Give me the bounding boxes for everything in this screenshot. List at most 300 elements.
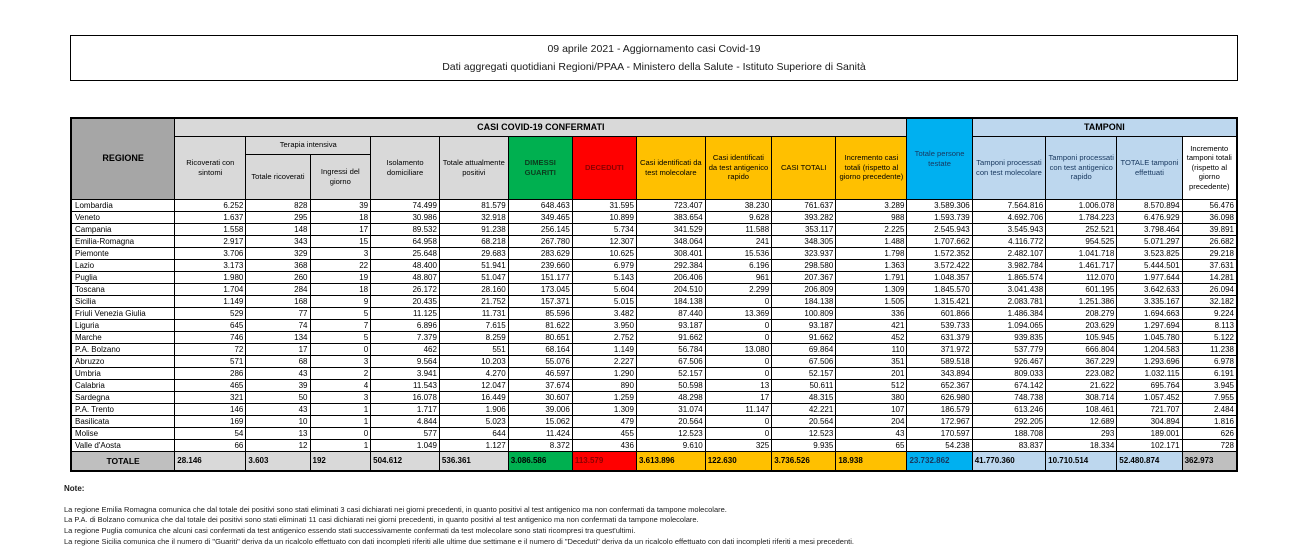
tamponi-test-antigenico-cell: 108.461 <box>1046 403 1117 415</box>
casi-totali-cell: 298.580 <box>772 259 836 271</box>
casi-totali-cell: 323.937 <box>772 247 836 259</box>
casi-test-molecolare-cell: 87.440 <box>636 307 705 319</box>
deceduti-cell: 5.604 <box>572 283 636 295</box>
table-row <box>71 295 1237 307</box>
tamponi-test-molecolare-cell: 2.083.781 <box>972 295 1045 307</box>
terapia-ingressi-del-giorno-cell: 9 <box>310 295 371 307</box>
tamponi-test-antigenico-cell: 223.082 <box>1046 367 1117 379</box>
incremento-tamponi-totali-cell: 29.218 <box>1182 247 1237 259</box>
total-totale-tamponi-effettuati-cell: 52.480.874 <box>1117 451 1182 471</box>
totale-tamponi-effettuati-cell: 3.335.167 <box>1117 295 1182 307</box>
casi-test-molecolare-cell: 93.187 <box>636 319 705 331</box>
tamponi-test-molecolare-cell: 926.467 <box>972 355 1045 367</box>
incremento-tamponi-totali-cell: 3.945 <box>1182 379 1237 391</box>
tamponi-test-antigenico-cell: 21.622 <box>1046 379 1117 391</box>
casi-test-antigenico-cell: 241 <box>705 235 771 247</box>
header-totale-ricoverati: Totale ricoverati <box>246 154 310 199</box>
casi-totali-cell: 206.809 <box>772 283 836 295</box>
casi-test-antigenico-cell: 38.230 <box>705 199 771 211</box>
terapia-ingressi-del-giorno-cell: 3 <box>310 391 371 403</box>
terapia-totale-ricoverati-cell: 329 <box>246 247 310 259</box>
totale-persone-testate-cell: 539.733 <box>907 319 972 331</box>
deceduti-cell: 10.899 <box>572 211 636 223</box>
regione-cell: Friuli Venezia Giulia <box>71 307 175 319</box>
deceduti-cell: 455 <box>572 427 636 439</box>
tamponi-test-molecolare-cell: 292.205 <box>972 415 1045 427</box>
tamponi-test-molecolare-cell: 3.982.784 <box>972 259 1045 271</box>
deceduti-cell: 890 <box>572 379 636 391</box>
totale-tamponi-effettuati-cell: 1.694.663 <box>1117 307 1182 319</box>
casi-test-antigenico-cell: 2.299 <box>705 283 771 295</box>
total-casi-test-molecolare-cell: 3.613.896 <box>636 451 705 471</box>
regione-cell: Molise <box>71 427 175 439</box>
deceduti-cell: 2.227 <box>572 355 636 367</box>
table-row <box>71 211 1237 223</box>
totale-tamponi-effettuati-cell: 1.297.694 <box>1117 319 1182 331</box>
casi-totali-cell: 93.187 <box>772 319 836 331</box>
totale-attualmente-positivi-cell: 11.731 <box>439 307 508 319</box>
incremento-tamponi-totali-cell: 6.191 <box>1182 367 1237 379</box>
incremento-casi-totali-cell: 65 <box>836 439 907 451</box>
totale-tamponi-effettuati-cell: 3.798.464 <box>1117 223 1182 235</box>
terapia-totale-ricoverati-cell: 12 <box>246 439 310 451</box>
table-row <box>71 415 1237 427</box>
tamponi-test-molecolare-cell: 83.837 <box>972 439 1045 451</box>
terapia-ingressi-del-giorno-cell: 17 <box>310 223 371 235</box>
casi-test-molecolare-cell: 204.510 <box>636 283 705 295</box>
dimessi-guariti-cell: 648.463 <box>508 199 572 211</box>
casi-test-molecolare-cell: 12.523 <box>636 427 705 439</box>
tamponi-test-antigenico-cell: 954.525 <box>1046 235 1117 247</box>
terapia-totale-ricoverati-cell: 134 <box>246 331 310 343</box>
casi-test-antigenico-cell: 961 <box>705 271 771 283</box>
ricoverati-con-sintomi-cell: 169 <box>175 415 246 427</box>
incremento-tamponi-totali-cell: 56.476 <box>1182 199 1237 211</box>
isolamento-domiciliare-cell: 1.717 <box>371 403 440 415</box>
tamponi-test-molecolare-cell: 3.545.943 <box>972 223 1045 235</box>
terapia-totale-ricoverati-cell: 43 <box>246 403 310 415</box>
incremento-tamponi-totali-cell: 9.224 <box>1182 307 1237 319</box>
totale-persone-testate-cell: 1.315.421 <box>907 295 972 307</box>
terapia-ingressi-del-giorno-cell: 5 <box>310 307 371 319</box>
casi-totali-cell: 69.864 <box>772 343 836 355</box>
isolamento-domiciliare-cell: 64.958 <box>371 235 440 247</box>
isolamento-domiciliare-cell: 30.986 <box>371 211 440 223</box>
terapia-totale-ricoverati-cell: 284 <box>246 283 310 295</box>
dimessi-guariti-cell: 81.622 <box>508 319 572 331</box>
deceduti-cell: 5.143 <box>572 271 636 283</box>
tamponi-test-antigenico-cell: 18.334 <box>1046 439 1117 451</box>
isolamento-domiciliare-cell: 1.049 <box>371 439 440 451</box>
casi-totali-cell: 91.662 <box>772 331 836 343</box>
terapia-ingressi-del-giorno-cell: 18 <box>310 211 371 223</box>
totale-tamponi-effettuati-cell: 695.764 <box>1117 379 1182 391</box>
casi-test-antigenico-cell: 0 <box>705 295 771 307</box>
casi-test-molecolare-cell: 723.407 <box>636 199 705 211</box>
totale-tamponi-effettuati-cell: 3.642.633 <box>1117 283 1182 295</box>
totale-attualmente-positivi-cell: 28.160 <box>439 283 508 295</box>
totale-persone-testate-cell: 589.518 <box>907 355 972 367</box>
casi-totali-cell: 393.282 <box>772 211 836 223</box>
isolamento-domiciliare-cell: 26.172 <box>371 283 440 295</box>
incremento-casi-totali-cell: 351 <box>836 355 907 367</box>
tamponi-test-molecolare-cell: 4.692.706 <box>972 211 1045 223</box>
casi-test-antigenico-cell: 0 <box>705 355 771 367</box>
casi-test-antigenico-cell: 11.588 <box>705 223 771 235</box>
totale-attualmente-positivi-cell: 4.270 <box>439 367 508 379</box>
tamponi-test-antigenico-cell: 1.251.386 <box>1046 295 1117 307</box>
header-deceduti: DECEDUTI <box>572 136 636 199</box>
casi-test-antigenico-cell: 13.369 <box>705 307 771 319</box>
title-line-2: Dati aggregati quotidiani Regioni/PPAA - Ministero della Salute - Istituto Superiore di Sanità <box>442 61 866 74</box>
casi-test-antigenico-cell: 11.147 <box>705 403 771 415</box>
isolamento-domiciliare-cell: 9.564 <box>371 355 440 367</box>
covid-data-table <box>70 117 1238 472</box>
casi-test-molecolare-cell: 20.564 <box>636 415 705 427</box>
terapia-ingressi-del-giorno-cell: 22 <box>310 259 371 271</box>
tamponi-test-antigenico-cell: 293 <box>1046 427 1117 439</box>
terapia-totale-ricoverati-cell: 260 <box>246 271 310 283</box>
totale-attualmente-positivi-cell: 1.906 <box>439 403 508 415</box>
incremento-tamponi-totali-cell: 11.238 <box>1182 343 1237 355</box>
totale-tamponi-effettuati-cell: 1.057.452 <box>1117 391 1182 403</box>
casi-test-antigenico-cell: 9.628 <box>705 211 771 223</box>
terapia-totale-ricoverati-cell: 148 <box>246 223 310 235</box>
casi-totali-cell: 20.564 <box>772 415 836 427</box>
total-tamponi-test-molecolare-cell: 41.770.360 <box>972 451 1045 471</box>
isolamento-domiciliare-cell: 462 <box>371 343 440 355</box>
tamponi-test-molecolare-cell: 748.738 <box>972 391 1045 403</box>
note-line: La regione Puglia comunica che alcuni casi confermati da test antigenico essendo stati successivamente confermati da test molecolare sono stati ricompresi tra quest'ultimi. <box>64 526 636 536</box>
incremento-casi-totali-cell: 512 <box>836 379 907 391</box>
deceduti-cell: 5.015 <box>572 295 636 307</box>
total-casi-totali-cell: 3.736.526 <box>772 451 836 471</box>
dimessi-guariti-cell: 157.371 <box>508 295 572 307</box>
ricoverati-con-sintomi-cell: 54 <box>175 427 246 439</box>
header-totale-persone-testate: Totale persone testate <box>907 118 972 199</box>
total-terapia-totale-ricoverati-cell: 3.603 <box>246 451 310 471</box>
casi-test-molecolare-cell: 48.298 <box>636 391 705 403</box>
totale-attualmente-positivi-cell: 16.449 <box>439 391 508 403</box>
regione-cell: Liguria <box>71 319 175 331</box>
dimessi-guariti-cell: 256.145 <box>508 223 572 235</box>
terapia-totale-ricoverati-cell: 17 <box>246 343 310 355</box>
isolamento-domiciliare-cell: 7.379 <box>371 331 440 343</box>
casi-test-molecolare-cell: 50.598 <box>636 379 705 391</box>
casi-test-molecolare-cell: 91.662 <box>636 331 705 343</box>
isolamento-domiciliare-cell: 577 <box>371 427 440 439</box>
table-row <box>71 343 1237 355</box>
header-incremento-casi-totali: Incremento casi totali (rispetto al giorno precedente) <box>836 136 907 199</box>
regione-cell: Umbria <box>71 367 175 379</box>
incremento-tamponi-totali-cell: 39.891 <box>1182 223 1237 235</box>
totale-persone-testate-cell: 186.579 <box>907 403 972 415</box>
deceduti-cell: 6.979 <box>572 259 636 271</box>
deceduti-cell: 436 <box>572 439 636 451</box>
deceduti-cell: 31.595 <box>572 199 636 211</box>
regione-cell: Sardegna <box>71 391 175 403</box>
tamponi-test-antigenico-cell: 208.279 <box>1046 307 1117 319</box>
tamponi-test-antigenico-cell: 601.195 <box>1046 283 1117 295</box>
incremento-tamponi-totali-cell: 2.484 <box>1182 403 1237 415</box>
tamponi-test-molecolare-cell: 613.246 <box>972 403 1045 415</box>
ricoverati-con-sintomi-cell: 3.706 <box>175 247 246 259</box>
table-row <box>71 391 1237 403</box>
header-band-casi-confermati: CASI COVID-19 CONFERMATI <box>175 118 907 136</box>
regione-cell: Valle d'Aosta <box>71 439 175 451</box>
tamponi-test-molecolare-cell: 674.142 <box>972 379 1045 391</box>
incremento-tamponi-totali-cell: 8.113 <box>1182 319 1237 331</box>
deceduti-cell: 1.149 <box>572 343 636 355</box>
regione-cell: P.A. Bolzano <box>71 343 175 355</box>
incremento-casi-totali-cell: 1.505 <box>836 295 907 307</box>
totale-tamponi-effettuati-cell: 6.476.929 <box>1117 211 1182 223</box>
regione-cell: Emilia-Romagna <box>71 235 175 247</box>
terapia-ingressi-del-giorno-cell: 0 <box>310 343 371 355</box>
table-row <box>71 307 1237 319</box>
casi-test-antigenico-cell: 0 <box>705 331 771 343</box>
isolamento-domiciliare-cell: 4.844 <box>371 415 440 427</box>
terapia-ingressi-del-giorno-cell: 0 <box>310 427 371 439</box>
dimessi-guariti-cell: 15.062 <box>508 415 572 427</box>
regione-cell: Campania <box>71 223 175 235</box>
total-incremento-tamponi-totali-cell: 362.973 <box>1182 451 1237 471</box>
dimessi-guariti-cell: 267.780 <box>508 235 572 247</box>
terapia-totale-ricoverati-cell: 74 <box>246 319 310 331</box>
terapia-totale-ricoverati-cell: 43 <box>246 367 310 379</box>
dimessi-guariti-cell: 283.629 <box>508 247 572 259</box>
note-line: La P.A. di Bolzano comunica che dal totale dei positivi sono stati eliminati 11 casi dichiarati nei giorni precedenti, in quanto positivi al test antigenico ma non confermati da tampone molecolare. <box>64 515 699 525</box>
tamponi-test-antigenico-cell: 12.689 <box>1046 415 1117 427</box>
total-terapia-ingressi-del-giorno-cell: 192 <box>310 451 371 471</box>
tamponi-test-molecolare-cell: 2.482.107 <box>972 247 1045 259</box>
terapia-ingressi-del-giorno-cell: 5 <box>310 331 371 343</box>
isolamento-domiciliare-cell: 11.543 <box>371 379 440 391</box>
tamponi-test-molecolare-cell: 1.865.574 <box>972 271 1045 283</box>
table-row <box>71 355 1237 367</box>
table-row <box>71 439 1237 451</box>
isolamento-domiciliare-cell: 74.499 <box>371 199 440 211</box>
deceduti-cell: 1.259 <box>572 391 636 403</box>
ricoverati-con-sintomi-cell: 1.704 <box>175 283 246 295</box>
terapia-ingressi-del-giorno-cell: 4 <box>310 379 371 391</box>
totale-persone-testate-cell: 1.845.570 <box>907 283 972 295</box>
terapia-totale-ricoverati-cell: 77 <box>246 307 310 319</box>
notes-heading: Note: <box>64 484 85 493</box>
casi-test-antigenico-cell: 0 <box>705 427 771 439</box>
incremento-casi-totali-cell: 201 <box>836 367 907 379</box>
dimessi-guariti-cell: 151.177 <box>508 271 572 283</box>
isolamento-domiciliare-cell: 3.941 <box>371 367 440 379</box>
totale-attualmente-positivi-cell: 8.259 <box>439 331 508 343</box>
total-totale-persone-testate-cell: 23.732.862 <box>907 451 972 471</box>
ricoverati-con-sintomi-cell: 72 <box>175 343 246 355</box>
totale-tamponi-effettuati-cell: 8.570.894 <box>1117 199 1182 211</box>
dimessi-guariti-cell: 239.660 <box>508 259 572 271</box>
isolamento-domiciliare-cell: 48.807 <box>371 271 440 283</box>
header-terapia-intensiva: Terapia intensiva <box>246 136 371 154</box>
ricoverati-con-sintomi-cell: 146 <box>175 403 246 415</box>
dimessi-guariti-cell: 85.596 <box>508 307 572 319</box>
ricoverati-con-sintomi-cell: 1.149 <box>175 295 246 307</box>
totale-attualmente-positivi-cell: 51.047 <box>439 271 508 283</box>
totale-persone-testate-cell: 371.972 <box>907 343 972 355</box>
header-tamponi-test-antigenico: Tamponi processati con test antigenico rapido <box>1046 136 1117 199</box>
incremento-casi-totali-cell: 1.488 <box>836 235 907 247</box>
isolamento-domiciliare-cell: 25.648 <box>371 247 440 259</box>
deceduti-cell: 5.734 <box>572 223 636 235</box>
terapia-ingressi-del-giorno-cell: 2 <box>310 367 371 379</box>
totale-persone-testate-cell: 1.593.739 <box>907 211 972 223</box>
tamponi-test-molecolare-cell: 537.779 <box>972 343 1045 355</box>
terapia-ingressi-del-giorno-cell: 7 <box>310 319 371 331</box>
dimessi-guariti-cell: 68.164 <box>508 343 572 355</box>
incremento-casi-totali-cell: 43 <box>836 427 907 439</box>
regione-cell: Abruzzo <box>71 355 175 367</box>
table-body <box>71 199 1237 451</box>
terapia-totale-ricoverati-cell: 39 <box>246 379 310 391</box>
incremento-tamponi-totali-cell: 37.631 <box>1182 259 1237 271</box>
tamponi-test-antigenico-cell: 1.784.223 <box>1046 211 1117 223</box>
totale-tamponi-effettuati-cell: 1.977.644 <box>1117 271 1182 283</box>
tamponi-test-antigenico-cell: 367.229 <box>1046 355 1117 367</box>
totale-persone-testate-cell: 652.367 <box>907 379 972 391</box>
totale-persone-testate-cell: 626.980 <box>907 391 972 403</box>
casi-test-antigenico-cell: 325 <box>705 439 771 451</box>
incremento-casi-totali-cell: 204 <box>836 415 907 427</box>
terapia-totale-ricoverati-cell: 13 <box>246 427 310 439</box>
ricoverati-con-sintomi-cell: 571 <box>175 355 246 367</box>
incremento-casi-totali-cell: 1.798 <box>836 247 907 259</box>
totale-tamponi-effettuati-cell: 102.171 <box>1117 439 1182 451</box>
casi-totali-cell: 42.221 <box>772 403 836 415</box>
casi-test-molecolare-cell: 206.406 <box>636 271 705 283</box>
casi-totali-cell: 12.523 <box>772 427 836 439</box>
incremento-tamponi-totali-cell: 1.816 <box>1182 415 1237 427</box>
dimessi-guariti-cell: 55.076 <box>508 355 572 367</box>
totale-persone-testate-cell: 1.572.352 <box>907 247 972 259</box>
total-deceduti-cell: 113.579 <box>572 451 636 471</box>
tamponi-test-molecolare-cell: 7.564.816 <box>972 199 1045 211</box>
terapia-ingressi-del-giorno-cell: 1 <box>310 403 371 415</box>
tamponi-test-antigenico-cell: 1.461.717 <box>1046 259 1117 271</box>
total-totale-attualmente-positivi-cell: 536.361 <box>439 451 508 471</box>
totale-tamponi-effettuati-cell: 189.001 <box>1117 427 1182 439</box>
terapia-totale-ricoverati-cell: 68 <box>246 355 310 367</box>
casi-totali-cell: 50.611 <box>772 379 836 391</box>
table-row <box>71 271 1237 283</box>
ricoverati-con-sintomi-cell: 1.637 <box>175 211 246 223</box>
ricoverati-con-sintomi-cell: 6.252 <box>175 199 246 211</box>
casi-totali-cell: 100.809 <box>772 307 836 319</box>
totale-attualmente-positivi-cell: 12.047 <box>439 379 508 391</box>
table-row <box>71 367 1237 379</box>
totale-persone-testate-cell: 3.589.306 <box>907 199 972 211</box>
incremento-tamponi-totali-cell: 7.955 <box>1182 391 1237 403</box>
total-incremento-casi-totali-cell: 18.938 <box>836 451 907 471</box>
incremento-casi-totali-cell: 3.289 <box>836 199 907 211</box>
terapia-totale-ricoverati-cell: 295 <box>246 211 310 223</box>
isolamento-domiciliare-cell: 48.400 <box>371 259 440 271</box>
regione-cell: Sicilia <box>71 295 175 307</box>
terapia-ingressi-del-giorno-cell: 18 <box>310 283 371 295</box>
totale-attualmente-positivi-cell: 10.203 <box>439 355 508 367</box>
casi-totali-cell: 761.637 <box>772 199 836 211</box>
casi-test-molecolare-cell: 308.401 <box>636 247 705 259</box>
table-row <box>71 427 1237 439</box>
terapia-ingressi-del-giorno-cell: 3 <box>310 247 371 259</box>
totale-tamponi-effettuati-cell: 1.293.696 <box>1117 355 1182 367</box>
totale-persone-testate-cell: 343.894 <box>907 367 972 379</box>
casi-test-antigenico-cell: 0 <box>705 367 771 379</box>
totale-persone-testate-cell: 1.048.357 <box>907 271 972 283</box>
deceduti-cell: 1.309 <box>572 403 636 415</box>
totale-tamponi-effettuati-cell: 3.523.825 <box>1117 247 1182 259</box>
totale-persone-testate-cell: 2.545.943 <box>907 223 972 235</box>
casi-test-molecolare-cell: 292.384 <box>636 259 705 271</box>
ricoverati-con-sintomi-cell: 746 <box>175 331 246 343</box>
table-header <box>71 118 1237 199</box>
incremento-tamponi-totali-cell: 26.094 <box>1182 283 1237 295</box>
regione-cell: Basilicata <box>71 415 175 427</box>
dimessi-guariti-cell: 37.674 <box>508 379 572 391</box>
casi-test-molecolare-cell: 341.529 <box>636 223 705 235</box>
table-row <box>71 319 1237 331</box>
regione-cell: P.A. Trento <box>71 403 175 415</box>
ricoverati-con-sintomi-cell: 1.980 <box>175 271 246 283</box>
table-row <box>71 223 1237 235</box>
totale-attualmente-positivi-cell: 1.127 <box>439 439 508 451</box>
incremento-casi-totali-cell: 452 <box>836 331 907 343</box>
casi-test-molecolare-cell: 56.784 <box>636 343 705 355</box>
incremento-casi-totali-cell: 110 <box>836 343 907 355</box>
incremento-casi-totali-cell: 421 <box>836 319 907 331</box>
table-row <box>71 199 1237 211</box>
tamponi-test-antigenico-cell: 308.714 <box>1046 391 1117 403</box>
tamponi-test-antigenico-cell: 1.041.718 <box>1046 247 1117 259</box>
dimessi-guariti-cell: 8.372 <box>508 439 572 451</box>
dimessi-guariti-cell: 80.651 <box>508 331 572 343</box>
deceduti-cell: 3.482 <box>572 307 636 319</box>
totale-tamponi-effettuati-cell: 1.204.583 <box>1117 343 1182 355</box>
header-ingressi-del-giorno: Ingressi del giorno <box>310 154 371 199</box>
incremento-casi-totali-cell: 988 <box>836 211 907 223</box>
regione-cell: Calabria <box>71 379 175 391</box>
terapia-ingressi-del-giorno-cell: 1 <box>310 415 371 427</box>
total-regione-cell: TOTALE <box>71 451 175 471</box>
deceduti-cell: 2.752 <box>572 331 636 343</box>
header-casi-test-molecolare: Casi identificati da test molecolare <box>636 136 705 199</box>
terapia-ingressi-del-giorno-cell: 1 <box>310 439 371 451</box>
casi-totali-cell: 184.138 <box>772 295 836 307</box>
totale-persone-testate-cell: 1.707.662 <box>907 235 972 247</box>
casi-test-antigenico-cell: 17 <box>705 391 771 403</box>
totale-attualmente-positivi-cell: 32.918 <box>439 211 508 223</box>
totale-persone-testate-cell: 54.238 <box>907 439 972 451</box>
ricoverati-con-sintomi-cell: 1.558 <box>175 223 246 235</box>
terapia-totale-ricoverati-cell: 168 <box>246 295 310 307</box>
notes-section <box>64 483 1294 548</box>
incremento-casi-totali-cell: 1.791 <box>836 271 907 283</box>
incremento-tamponi-totali-cell: 32.182 <box>1182 295 1237 307</box>
tamponi-test-antigenico-cell: 105.945 <box>1046 331 1117 343</box>
table-row <box>71 331 1237 343</box>
totale-tamponi-effettuati-cell: 5.071.297 <box>1117 235 1182 247</box>
table-row <box>71 283 1237 295</box>
regione-cell: Puglia <box>71 271 175 283</box>
casi-totali-cell: 353.117 <box>772 223 836 235</box>
totale-tamponi-effettuati-cell: 5.444.501 <box>1117 259 1182 271</box>
